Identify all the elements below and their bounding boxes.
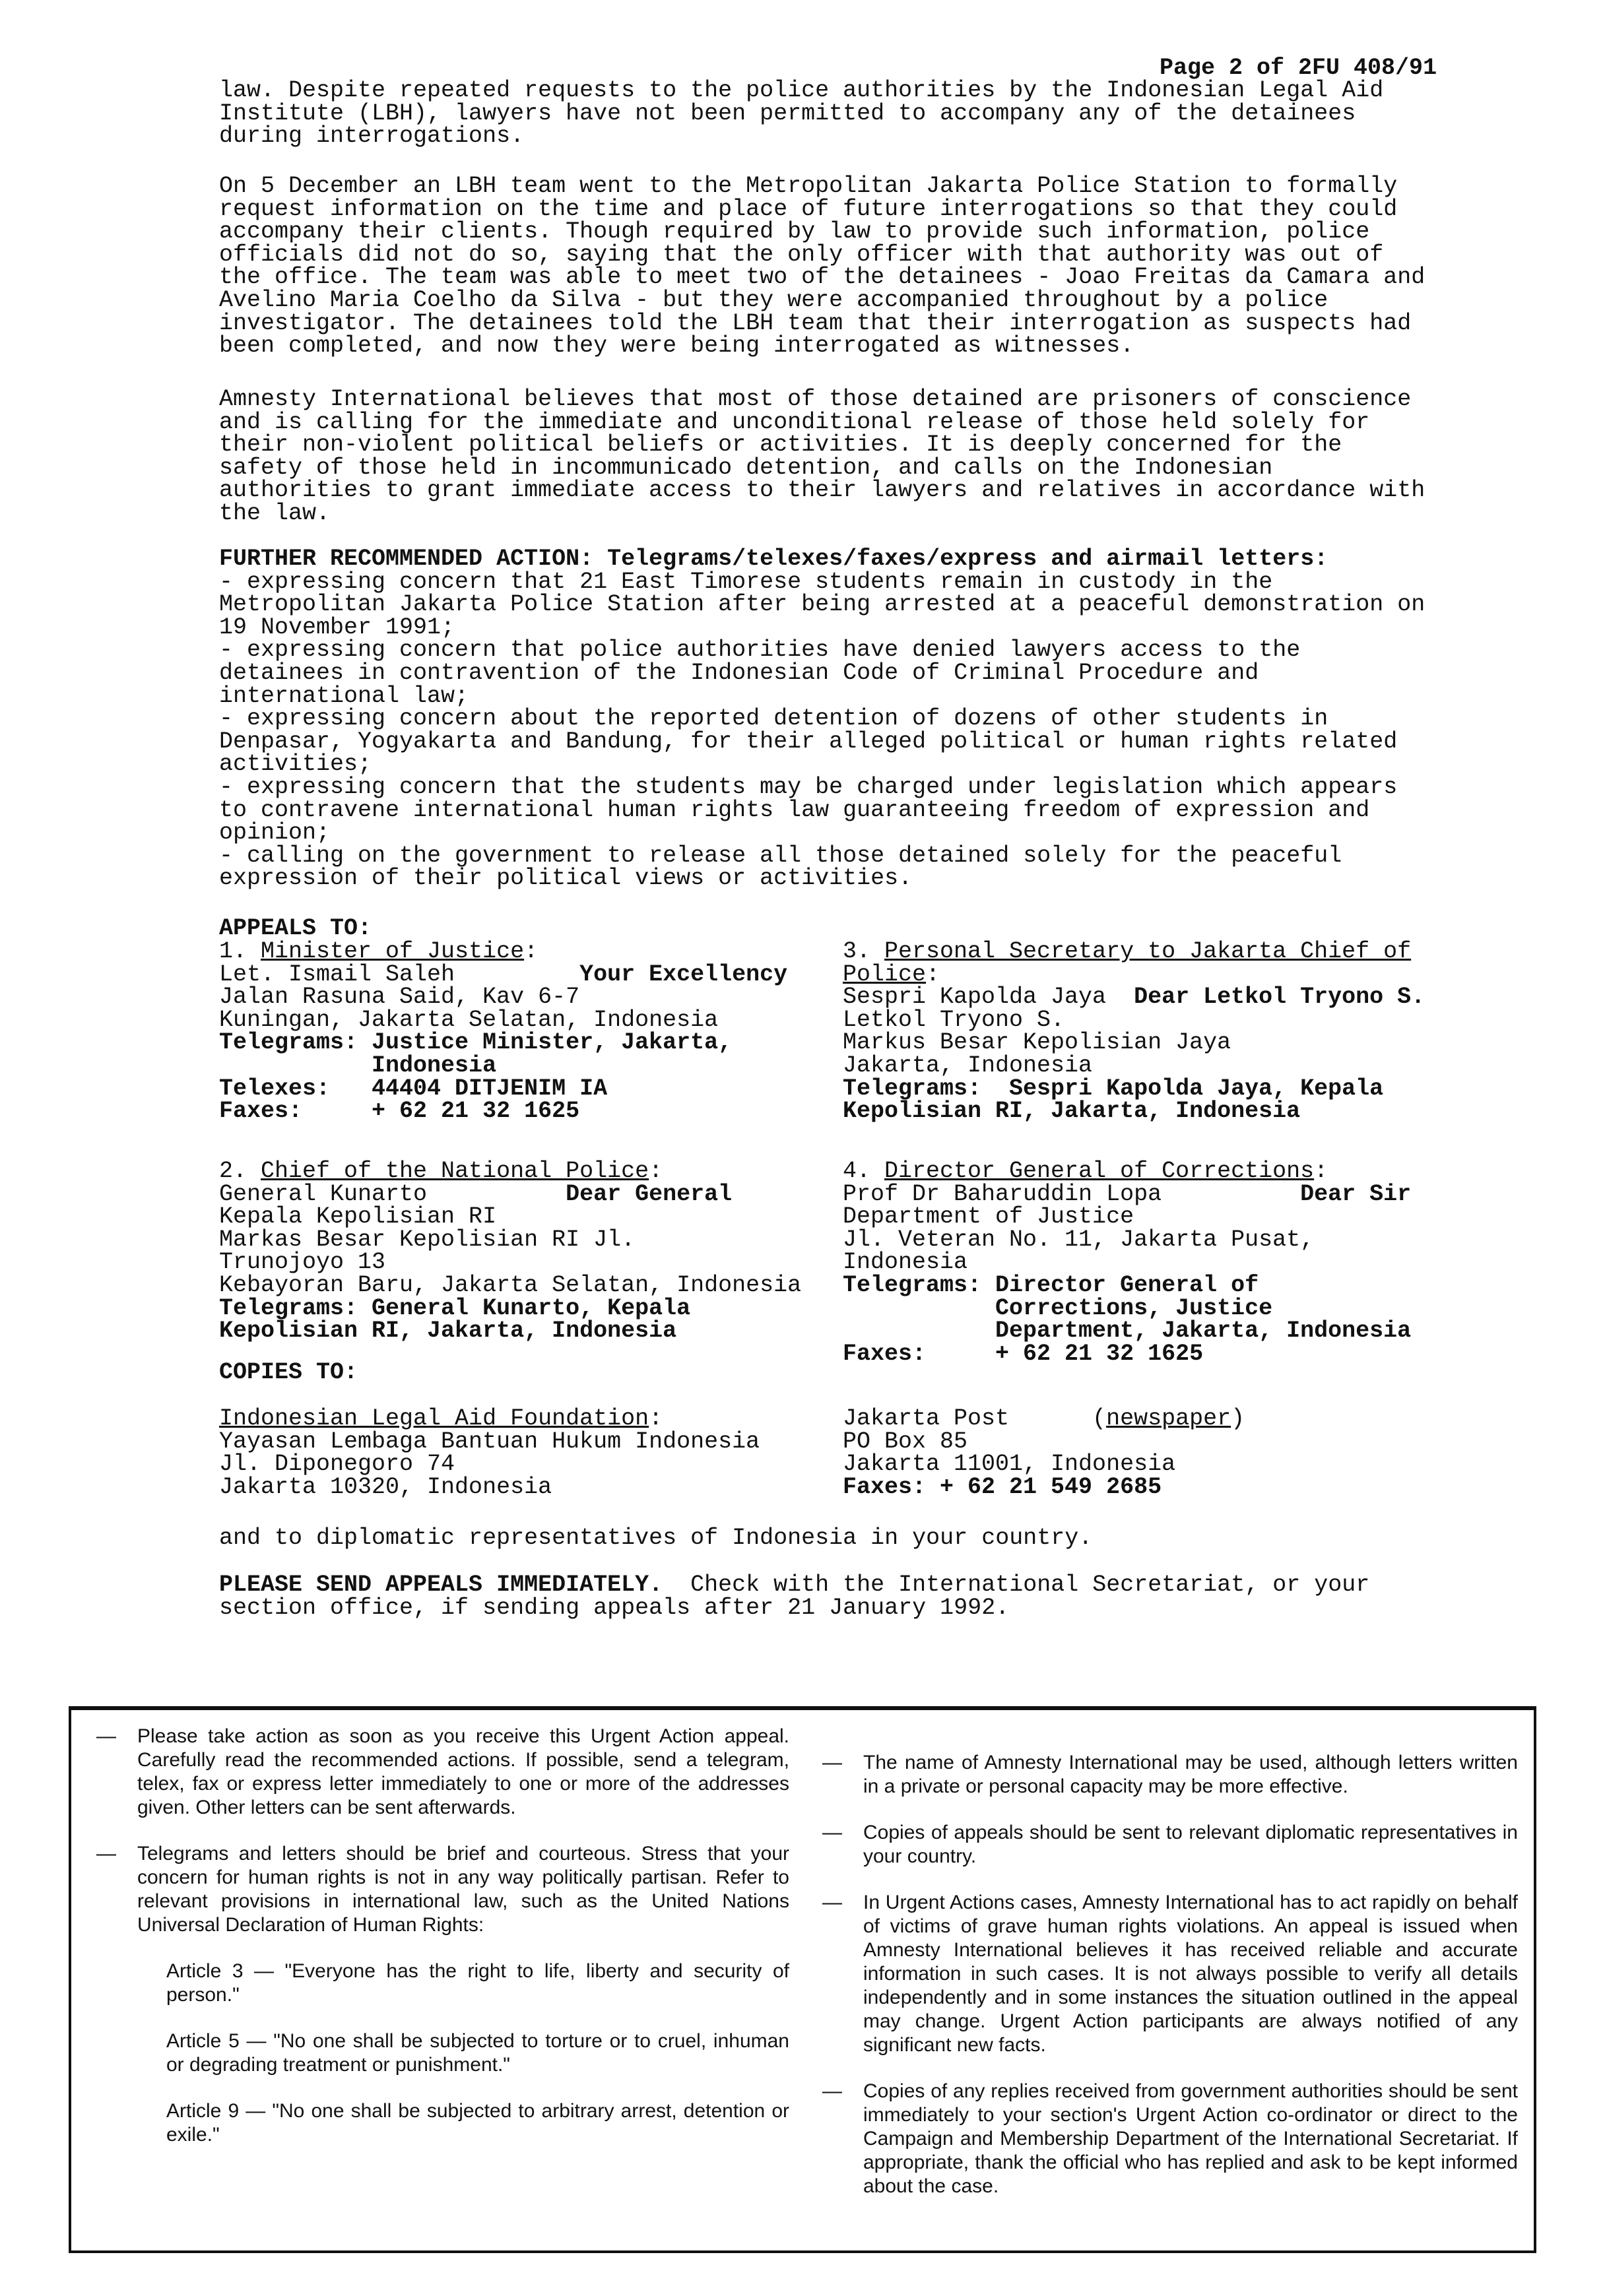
address-line [843, 1228, 1411, 1252]
copies-heading: COPIES TO: [219, 1359, 358, 1386]
address-line [219, 1077, 787, 1100]
address-text: Jl. Veteran No. 11, Jakarta Pusat, [843, 1226, 1315, 1253]
instruction-text: Copies of appeals should be sent to relevant diplomatic representatives in your country. [863, 1822, 1518, 1867]
instruction-text: Copies of any replies received from government authorities should be sent immediately to your section's Urgent Action co-ordinator or direct to the Campaign and Membership Department of the International Secretariat. If appropriate, thank the official who has replied and ask to be kept informed about the case. [863, 2080, 1518, 2197]
instruction-text: The name of Amnesty International may be used, although letters written in a private or personal capacity may be more effective. [863, 1752, 1518, 1797]
address-line [843, 1320, 1411, 1343]
article-quote: Article 9 — "No one shall be subjected to arbitrary arrest, detention or exile." [166, 2100, 789, 2146]
address-line [219, 1294, 801, 1322]
paragraph-amnesty-position: Amnesty International believes that most of those detained are prisoners of conscience and is calling for the immediate and unconditional release of those held solely for their non-violent political beliefs or activities. It is deeply concerned for the safety of those held in incommunicado detention, and calls on the Indonesian authorities to grant immediate access to their lawyers and relatives in accordance with the law. [219, 386, 1425, 526]
address-line [219, 1320, 801, 1343]
instructions-right-column [822, 1751, 1518, 2221]
instruction-item [822, 2080, 1518, 2198]
address-text: Telegrams: Justice Minister, Jakarta, [219, 1029, 733, 1056]
instructions-left-column [96, 1725, 789, 2169]
address-line [219, 1054, 787, 1077]
address-line [843, 940, 1425, 963]
address-text: Markas Besar Kepolisian RI Jl. [219, 1226, 636, 1253]
address-line [219, 1228, 801, 1252]
address-text: Chief of the National Police [261, 1158, 649, 1184]
address-line [843, 1430, 1245, 1453]
address-line [219, 1271, 802, 1298]
address-text: newspaper [1106, 1405, 1231, 1432]
instruction-text: In Urgent Actions cases, Amnesty International has to act rapidly on behalf of victims of grave human rights violations. An appeal is issued when Amnesty International believes it has received reliable and accurate information in such cases. It is not always possible to verify all details independently and in some instances the situation outlined in the appeal may change. Urgent Action participants are always notified of any significant new facts. [863, 1892, 1518, 2056]
address-text: Indonesia [219, 1052, 497, 1079]
diplomatic-note: and to diplomatic representatives of Indonesia in your country. [219, 1525, 1093, 1551]
address-text: Jakarta Post ( [843, 1405, 1107, 1432]
address-text: ) [1231, 1405, 1245, 1432]
address-text: Dear General [566, 1180, 733, 1207]
address-text: Let. Ismail Saleh [219, 961, 580, 988]
address-text: General Kunarto [219, 1180, 566, 1207]
address-line [219, 1100, 787, 1123]
address-line [843, 1077, 1425, 1100]
address-text: Telegrams: Director General of [843, 1271, 1259, 1298]
address-line [843, 1294, 1411, 1322]
address-text: Jakarta 11001, Indonesia [843, 1451, 1176, 1478]
further-action-body: - expressing concern that 21 East Timorese students remain in custody in the Metropolitan Jakarta Police Station after being arrested at a peaceful demonstration on 19 November 1991; - expressing concern that police authorities have denied lawyers access to the detainees in contravention of the Indonesian Code of Criminal Procedure and international law; - expressing concern about the reported detention of dozens of other students in Denpasar, Yogyakarta and Bandung, for their alleged political or human rights related activities; - expressing concern that the students may be charged under legislation which appears to contravene international human rights law guaranteeing freedom of expression and opinion; - calling on the government to release all those detained solely for the peaceful expression of their political views or activities. [219, 568, 1425, 892]
address-text: Police [843, 961, 927, 988]
address-text: Kuningan, Jakarta Selatan, Indonesia [219, 1006, 719, 1033]
appeal-personal-secretary [843, 940, 1425, 1123]
further-action-heading: FURTHER RECOMMENDED ACTION: Telegrams/telexes/faxes/express and airmail letters: [219, 546, 1328, 572]
address-text: Jakarta, Indonesia [843, 1052, 1093, 1079]
address-text: Department, Jakarta, Indonesia [843, 1318, 1412, 1345]
instructions-box [69, 1706, 1536, 2253]
please-send-bold: PLEASE SEND APPEALS IMMEDIATELY. [219, 1572, 663, 1598]
address-line [843, 1006, 1425, 1033]
address-text: Indonesian Legal Aid Foundation [219, 1405, 649, 1432]
instruction-text: Telegrams and letters should be brief and courteous. Stress that your concern for human rights is not in any way politically partisan. Refer to relevant provisions in international law, such as the United Nations Universal Declaration of Human Rights: [137, 1843, 789, 1936]
address-line [219, 986, 787, 1009]
address-text: Sespri Kapolda Jaya [843, 984, 1134, 1011]
address-line [843, 1340, 1411, 1367]
address-text: : [1314, 1158, 1328, 1184]
address-line [219, 963, 787, 986]
address-line [219, 1160, 801, 1183]
address-line [843, 1100, 1425, 1123]
address-line [843, 963, 1425, 986]
address-text: Minister of Justice [261, 938, 525, 965]
address-line [843, 1407, 1245, 1430]
address-text: Telegrams: Sespri Kapolda Jaya, Kepala [843, 1075, 1384, 1102]
address-line [219, 1453, 760, 1476]
address-text: Personal Secretary to Jakarta Chief of [884, 938, 1412, 965]
address-line [843, 1031, 1425, 1054]
address-text: : [649, 1405, 663, 1432]
address-text: Director General of Corrections [884, 1158, 1315, 1184]
please-send-note [219, 1574, 1369, 1619]
address-text: Jl. Diponegoro 74 [219, 1451, 455, 1478]
address-text: Faxes: + 62 21 549 2685 [843, 1473, 1162, 1500]
dash-bullet: — [96, 1725, 116, 1747]
address-line [843, 1271, 1411, 1298]
article-quote: Article 5 — "No one shall be subjected to torture or to cruel, inhuman or degrading treatment or punishment." [166, 2030, 789, 2076]
copy-legal-aid-foundation [219, 1407, 760, 1498]
address-line [219, 1205, 801, 1228]
article-quote: Article 3 — "Everyone has the right to life, liberty and security of person." [166, 1960, 789, 2006]
address-line [843, 1473, 1245, 1500]
address-text: Faxes: + 62 21 32 1625 [843, 1340, 1204, 1367]
address-line [843, 986, 1425, 1009]
address-line [219, 1473, 760, 1500]
address-text: Indonesia [843, 1249, 968, 1276]
address-line [843, 1160, 1411, 1183]
address-line [219, 1006, 787, 1033]
copy-jakarta-post [843, 1407, 1245, 1498]
instruction-item [96, 1842, 789, 1937]
dash-bullet: — [822, 1892, 842, 1913]
address-text: 4. [843, 1158, 885, 1184]
instruction-item [822, 1891, 1518, 2057]
address-text: Telegrams: General Kunarto, Kepala [219, 1294, 691, 1322]
address-text: Telexes: 44404 DITJENIM IA [219, 1075, 608, 1102]
address-text: Department of Justice [843, 1203, 1134, 1230]
address-text: Kepolisian RI, Jakarta, Indonesia [843, 1098, 1301, 1125]
address-text: Trunojoyo 13 [219, 1249, 386, 1276]
address-line [219, 1180, 801, 1207]
instruction-item [822, 1821, 1518, 1868]
paragraph-lbh-team: On 5 December an LBH team went to the Metropolitan Jakarta Police Station to formally request information on the time and place of future interrogations so that they could accompany their clients. Though required by law to provide such information, police officials did not do so, saying that the only officer with that authority was out of the office. The team was able to meet two of the detainees - Joao Freitas da Camara and Avelino Maria Coelho da Silva - but they were accompanied throughout by a police investigator. The detainees told the LBH team that their interrogation as suspects had been completed, and now they were being interrogated as witnesses. [219, 173, 1425, 360]
address-text: Dear Sir [1300, 1180, 1412, 1207]
address-line [843, 1180, 1412, 1207]
address-text: Kepolisian RI, Jakarta, Indonesia [219, 1318, 677, 1345]
address-text: Corrections, Justice [843, 1294, 1273, 1322]
address-text: Kepala Kepolisian RI [219, 1203, 497, 1230]
address-line [219, 1251, 801, 1274]
dash-bullet: — [822, 1822, 842, 1843]
address-line [219, 1031, 787, 1054]
address-line [219, 1407, 760, 1430]
address-text: PO Box 85 [843, 1428, 968, 1455]
paragraph-interrogations: law. Despite repeated requests to the police authorities by the Indonesian Legal Aid Institute (LBH), lawyers have not been permitted to accompany any of the detainees during interrogations. [219, 77, 1384, 150]
address-text: Yayasan Lembaga Bantuan Hukum Indonesia [219, 1428, 760, 1455]
address-line [843, 1205, 1411, 1228]
address-text: : [649, 1158, 663, 1184]
please-send-rest: Check with the International Secretariat, or your section office, if sending appeals after 21 January 1992. [219, 1572, 1370, 1621]
appeals-heading: APPEALS TO: [219, 915, 372, 941]
appeal-director-corrections [843, 1160, 1411, 1365]
address-text: Markus Besar Kepolisian Jaya [843, 1029, 1231, 1056]
address-line [219, 940, 787, 963]
address-text: : [524, 938, 539, 965]
dash-bullet: — [822, 1752, 842, 1773]
dash-bullet: — [822, 2080, 842, 2102]
dash-bullet: — [96, 1843, 116, 1865]
address-text: Your Excellency [579, 961, 788, 988]
address-text: 1. [219, 938, 261, 965]
instruction-text: Please take action as soon as you receive this Urgent Action appeal. Carefully read the recommended actions. If possible, send a telegram, telex, fax or express letter immediately to one or more of the addresses given. Other letters can be sent afterwards. [137, 1725, 789, 1818]
address-text: : [926, 961, 940, 988]
instruction-item [822, 1751, 1518, 1799]
address-line [843, 1453, 1245, 1476]
address-text: 3. [843, 938, 885, 965]
address-text: Prof Dr Baharuddin Lopa [843, 1180, 1301, 1207]
address-text: Jakarta 10320, Indonesia [219, 1473, 552, 1500]
address-text: Kebayoran Baru, Jakarta Selatan, Indonesia [219, 1271, 802, 1298]
address-text: Faxes: + 62 21 32 1625 [219, 1098, 580, 1125]
appeal-minister-of-justice [219, 940, 787, 1123]
address-text: 2. [219, 1158, 261, 1184]
appeal-chief-of-police [219, 1160, 801, 1343]
address-text: Jalan Rasuna Said, Kav 6-7 [219, 984, 580, 1011]
address-line [219, 1430, 760, 1453]
address-line [843, 1054, 1425, 1077]
address-line [843, 1251, 1411, 1274]
further-action-section [219, 548, 1425, 890]
page-header: Page 2 of 2FU 408/91 [1160, 55, 1437, 81]
instruction-item [96, 1725, 789, 1820]
address-text: Dear Letkol Tryono S. [1134, 984, 1425, 1011]
address-text: Letkol Tryono S. [843, 1006, 1065, 1033]
